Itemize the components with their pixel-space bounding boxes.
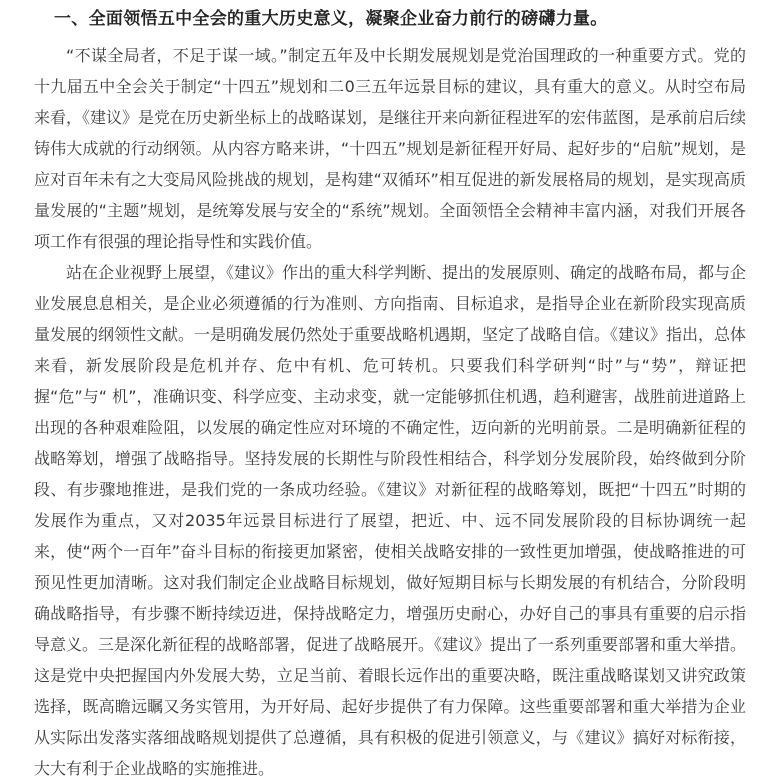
section-heading: 一、全面领悟五中全会的重大历史意义，凝聚企业奋力前行的磅礴力量。	[54, 9, 608, 29]
paragraph-2: 站在企业视野上展望，《建议》作出的重大科学判断、提出的发展原则、确定的战略布局，都与企业发展息息相关，是企业必须遵循的行为准则、方向指南、目标追求，是指导企业在新阶段实现高质量发展的纲领性文献。一是明确发展仍然处于重要战略机遇期，坚定了战略自信。《建议》指出，总体来看，新发展阶段是危机并存、危中有机、危可转机。只要我们科学研判“时”与“势”，辩证把握“危”与“ 机”，准确识变、科学应变、主动求变，就一定能够抓住机遇，趋利避害，战胜前进道路上出现的各种艰难险阻，以发展的确定性应对环境的不确定性，迈向新的光明前景。二是明确新征程的战略筹划，增强了战略指导。坚持发展的长期性与阶段性相结合，科学划分发展阶段，始终做到分阶段、有步骤地推进，是我们党的一条成功经验。《建议》对新征程的战略筹划，既把“十四五”时期的发展作为重点，又对2035年远景目标进行了展望，把近、中、远不同发展阶段的目标协调统一起来，使“两个一百年”奋斗目标的衔接更加紧密，使相关战略安排的一致性更加增强，使战略推进的可预见性更加清晰。这对我们制定企业战略目标规划，做好短期目标与长期发展的有机结合，分阶段明确战略指导，有步骤不断持续迈进，保持战略定力，增强历史耐心，办好自己的事具有重要的启示指导意义。三是深化新征程的战略部署，促进了战略展开。《建议》提出了一系列重要部署和重大举措。这是党中央把握国内外发展大势，立足当前、着眼长远作出的重要决略，既注重战略谋划又讲究政策选择，既高瞻远瞩又务实管用，为开好局、起好步提供了有力保障。这些重要部署和重大举措为企业从实际出发落实落细战略规划提供了总遵循，具有积极的促进引领意义，与《建议》搞好对标衔接，大大有利于企业战略的实施推进。	[34, 263, 747, 778]
paragraph-1: “不谋全局者，不足于谋一域。”制定五年及中长期发展规划是党治国理政的一种重要方式。党的十九届五中全会关于制定“十四五”规划和二0三五年远景目标的建议，具有重大的意义。从时空布局来看，《建议》是党在历史新坐标上的战略谋划，是继往开来向新征程进军的宏伟蓝图，是承前启后续铸伟大成就的行动纲领。从内容方略来讲，“十四五”规划是新征程开好局、起好步的“启航”规划，是应对百年未有之大变局风险挑战的规划，是构建“双循环”相互促进的新发展格局的规划，是实现高质量发展的“主题”规划，是统筹发展与安全的“系统”规划。全面领悟全会精神丰富内涵，对我们开展各项工作有很强的理论指导性和实践价值。	[34, 46, 747, 251]
